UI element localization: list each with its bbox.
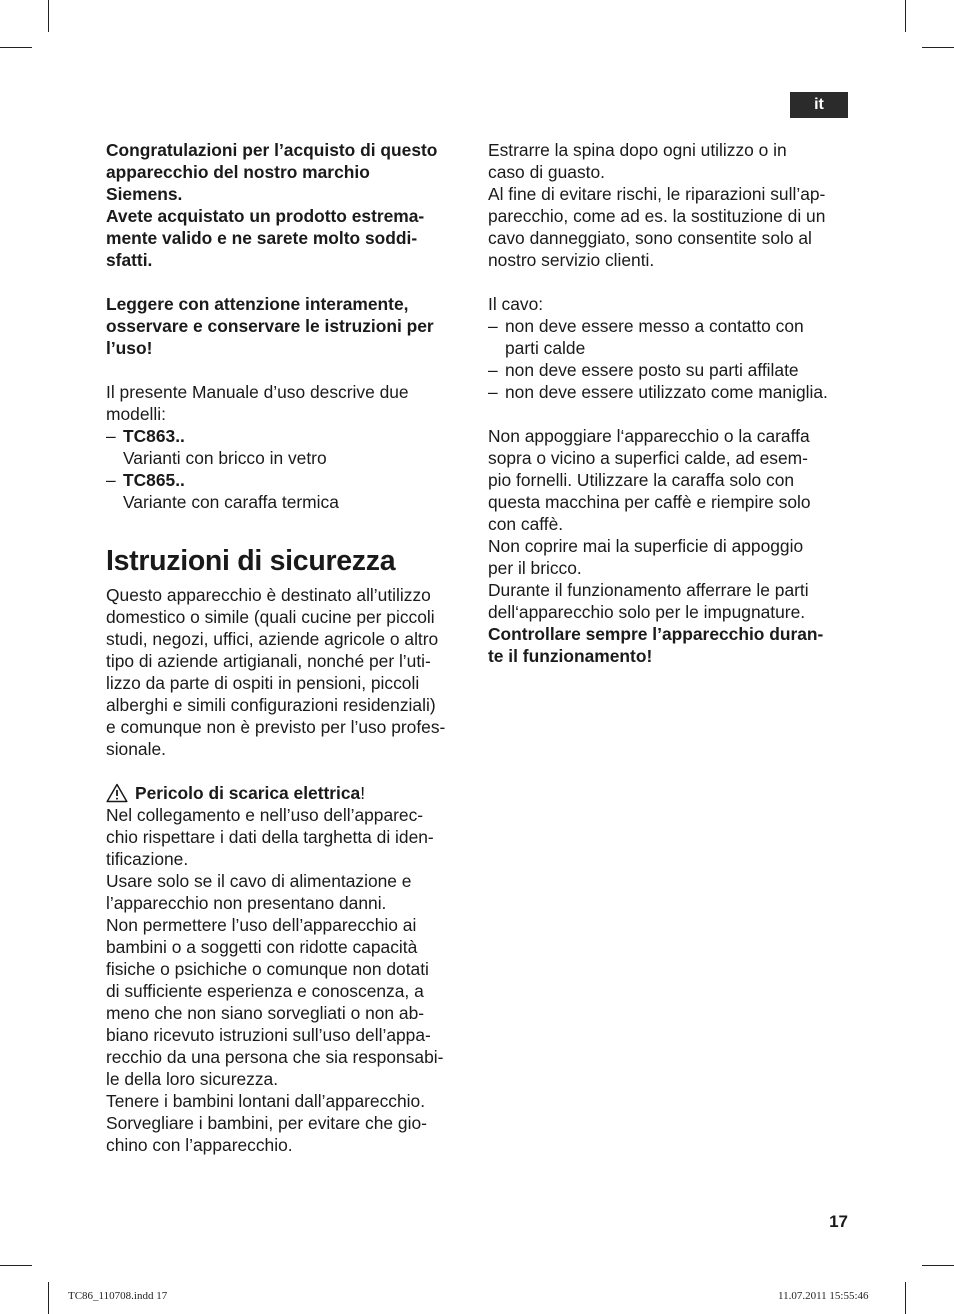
right-column [488, 139, 850, 667]
text-line: parecchio, come ad es. la sostituzione di un [488, 206, 826, 226]
text-line: l’apparecchio non presentano danni. [106, 893, 387, 913]
text-line: Leggere con attenzione interamente, [106, 294, 409, 314]
text-line: te il funzionamento! [488, 646, 653, 666]
crop-mark [922, 1265, 954, 1266]
text-line: mente valido e ne sarete molto soddi- [106, 228, 418, 248]
text-line: meno che non siano sorvegliati o non ab- [106, 1003, 425, 1023]
list-item-text: parti calde [505, 338, 586, 358]
text-line: chino con l’apparecchio. [106, 1135, 293, 1155]
list-item: – non deve essere messo a contatto con parti calde [488, 316, 804, 358]
crop-mark [922, 47, 954, 48]
text-line: alberghi e simili configurazioni residenziali) [106, 695, 436, 715]
list-item: – non deve essere posto su parti affilate [488, 359, 850, 381]
warning-text [106, 804, 468, 1156]
text-line: sfatti. [106, 250, 153, 270]
manual-description [106, 381, 468, 425]
text-line: Controllare sempre l’apparecchio duran- [488, 624, 824, 644]
text-line: Estrarre la spina dopo ogni utilizzo o in [488, 140, 787, 160]
text-line: chio rispettare i dati della targhetta di iden- [106, 827, 434, 847]
text-line: Durante il funzionamento afferrare le parti [488, 580, 809, 600]
text-line: fisiche o psichiche o comunque non dotati [106, 959, 429, 979]
text-line: Avete acquistato un prodotto estrema- [106, 206, 425, 226]
text-line: Siemens. [106, 184, 183, 204]
crop-mark [905, 0, 906, 32]
model-list [106, 425, 468, 513]
list-item: – TC865.. Variante con caraffa termica [106, 470, 339, 512]
text-line: studi, negozi, uffici, aziende agricole o altro [106, 629, 439, 649]
text-line: Nel collegamento e nell’uso dell’apparec- [106, 805, 424, 825]
text-line: Congratulazioni per l’acquisto di questo [106, 140, 438, 160]
model-description: Variante con caraffa termica [123, 492, 339, 512]
text-line: Il presente Manuale d’uso descrive due [106, 382, 409, 402]
text-line: lizzo da parte di ospiti in pensioni, piccoli [106, 673, 420, 693]
read-note [106, 293, 468, 359]
text-line: caso di guasto. [488, 162, 605, 182]
list-item: – TC863.. Varianti con bricco in vetro [106, 426, 327, 468]
text-line: cavo danneggiato, sono consentite solo al [488, 228, 812, 248]
text-line: questa macchina per caffè e riempire solo [488, 492, 811, 512]
text-line: Non permettere l’uso dell’apparecchio ai [106, 915, 417, 935]
text-line: l’uso! [106, 338, 153, 358]
text-line: apparecchio del nostro marchio [106, 162, 370, 182]
cable-list [488, 315, 850, 403]
text-line: Non appoggiare l‘apparecchio o la caraffa [488, 426, 810, 446]
intro-paragraph [106, 139, 468, 271]
text-line: per il bricco. [488, 558, 582, 578]
text-line: sionale. [106, 739, 166, 759]
text-line: nostro servizio clienti. [488, 250, 655, 270]
text-line: tificazione. [106, 849, 189, 869]
text-line: le della loro sicurezza. [106, 1069, 279, 1089]
list-item: – non deve essere utilizzato come maniglia. [488, 381, 850, 403]
text-line: biano ricevuto istruzioni sull’uso dell’appa- [106, 1025, 431, 1045]
control-note [488, 623, 850, 667]
text-line: pio fornelli. Utilizzare la caraffa solo con [488, 470, 795, 490]
text-line: Sorvegliare i bambini, per evitare che gio- [106, 1113, 427, 1133]
text-line: recchio da una persona che sia responsabi- [106, 1047, 444, 1067]
text-line: modelli: [106, 404, 166, 424]
text-line: con caffè. [488, 514, 564, 534]
warning-triangle-icon [106, 783, 128, 803]
list-item-text: non deve essere posto su parti affilate [505, 360, 799, 380]
text-line: tipo di aziende artigianali, nonché per l’uti- [106, 651, 431, 671]
model-description: Varianti con bricco in vetro [123, 448, 327, 468]
plug-paragraph [488, 139, 850, 271]
text-line: di sufficiente esperienza e conoscenza, a [106, 981, 424, 1001]
text-line: Questo apparecchio è destinato all’utilizzo [106, 585, 431, 605]
text-line: Usare solo se il cavo di alimentazione e [106, 871, 412, 891]
section-heading: Istruzioni di sicurezza [106, 545, 396, 577]
crop-mark [0, 47, 32, 48]
crop-mark [48, 1282, 49, 1314]
left-column [106, 139, 468, 1156]
surface-paragraph [488, 425, 850, 623]
footer-datetime-slug: 11.07.2011 15:55:46 [778, 1290, 869, 1302]
text-line: osservare e conservare le istruzioni per [106, 316, 434, 336]
warning-mark: ! [360, 783, 366, 803]
text-line: Non coprire mai la superficie di appoggio [488, 536, 804, 556]
cable-intro: Il cavo: [488, 294, 544, 314]
model-code: TC865.. [123, 470, 185, 490]
text-line: sopra o vicino a superfici calde, ad esem- [488, 448, 808, 468]
text-line: dell‘apparecchio solo per le impugnature. [488, 602, 806, 622]
language-tab: it [790, 92, 848, 118]
warning-title-row [106, 782, 468, 804]
list-item-text: non deve essere utilizzato come maniglia. [505, 382, 828, 402]
crop-mark [905, 1282, 906, 1314]
safety-paragraph [106, 584, 468, 760]
warning-title: Pericolo di scarica elettrica [135, 783, 361, 803]
crop-mark [48, 0, 49, 32]
text-line: bambini o a soggetti con ridotte capacità [106, 937, 418, 957]
text-line: Al fine di evitare rischi, le riparazioni sull’ap- [488, 184, 826, 204]
crop-mark [0, 1265, 32, 1266]
model-code: TC863.. [123, 426, 185, 446]
footer-file-slug: TC86_110708.indd 17 [68, 1290, 168, 1302]
text-line: Tenere i bambini lontani dall’apparecchio. [106, 1091, 426, 1111]
list-item-text: non deve essere messo a contatto con [505, 316, 804, 336]
page-number: 17 [829, 1212, 848, 1231]
text-line: domestico o simile (quali cucine per piccoli [106, 607, 435, 627]
text-line: e comunque non è previsto per l’uso profes- [106, 717, 446, 737]
